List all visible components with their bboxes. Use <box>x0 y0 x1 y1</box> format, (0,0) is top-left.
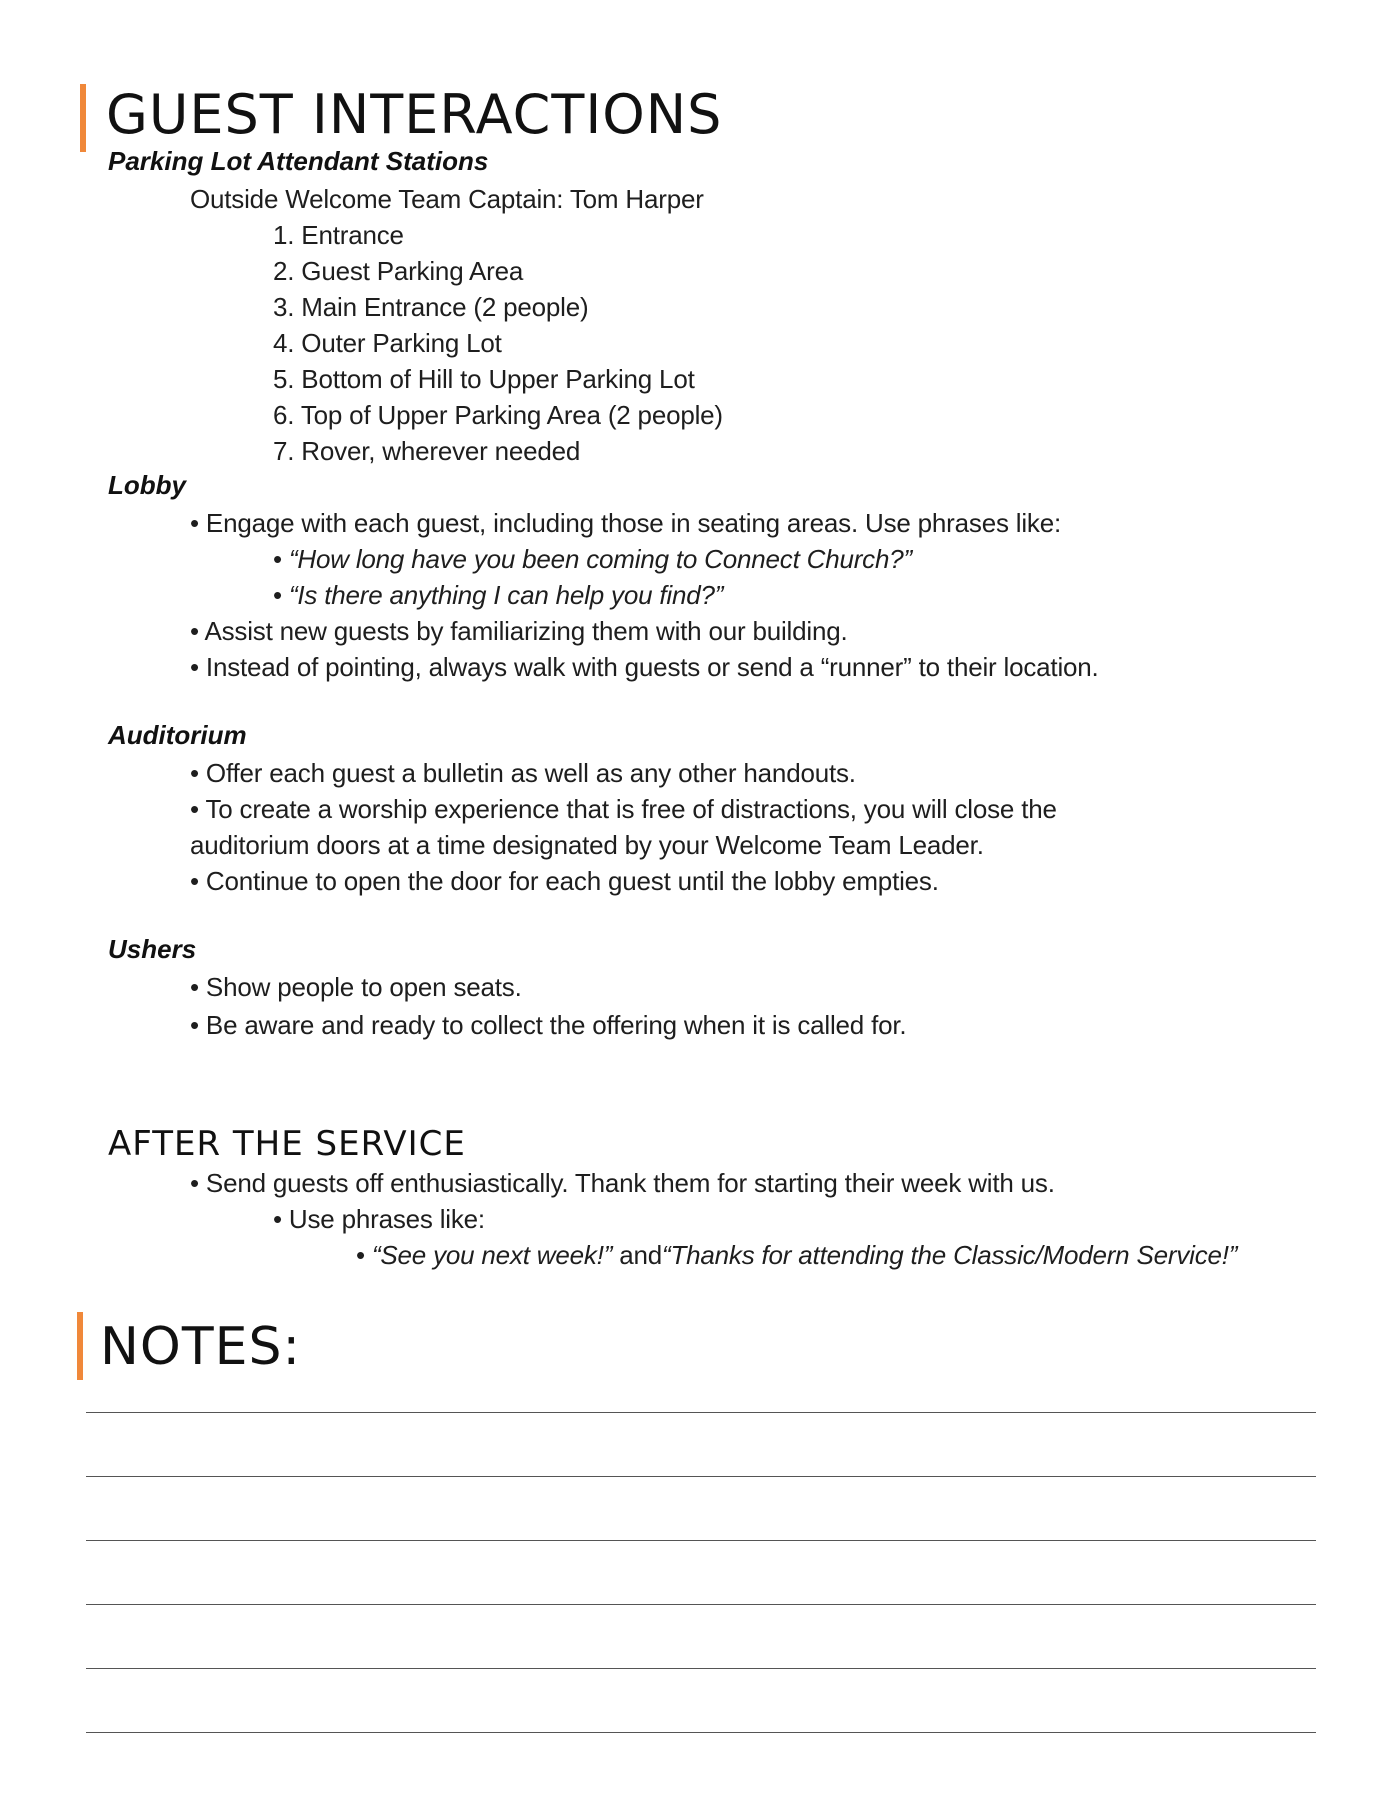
phrase-joiner: and <box>612 1240 662 1270</box>
lobby-phrase <box>273 542 912 576</box>
ushers-heading: Ushers <box>108 934 197 964</box>
auditorium-point-continued: auditorium doors at a time designated by your Welcome Team Leader. <box>190 830 984 860</box>
lobby-point: • Instead of pointing, always walk with guests or send a “runner” to their location. <box>190 652 1099 682</box>
phrase-text: “Thanks for attending the Classic/Modern Service!” <box>661 1240 1238 1270</box>
after-service-phrases <box>356 1238 1237 1272</box>
parking-station: 3. Main Entrance (2 people) <box>273 292 589 322</box>
after-service-point: • Send guests off enthusiastically. Thank them for starting their week with us. <box>190 1168 1055 1198</box>
title-accent-bar <box>80 84 86 152</box>
parking-station: 7. Rover, wherever needed <box>273 436 581 466</box>
parking-station: 4. Outer Parking Lot <box>273 328 502 358</box>
parking-station: 5. Bottom of Hill to Upper Parking Lot <box>273 364 695 394</box>
notes-accent-bar <box>77 1312 83 1380</box>
notes-line[interactable] <box>86 1412 1316 1413</box>
parking-station: 2. Guest Parking Area <box>273 256 524 286</box>
lobby-phrase <box>273 578 723 612</box>
parking-station: 6. Top of Upper Parking Area (2 people) <box>273 400 723 430</box>
parking-station: 1. Entrance <box>273 220 404 250</box>
lobby-point: • Assist new guests by familiarizing them with our building. <box>190 616 848 646</box>
ushers-point: • Show people to open seats. <box>190 972 522 1002</box>
auditorium-heading: Auditorium <box>108 720 247 750</box>
auditorium-point: • To create a worship experience that is free of distractions, you will close the <box>190 794 1057 824</box>
bullet: • <box>356 1240 372 1270</box>
notes-line[interactable] <box>86 1668 1316 1669</box>
notes-line[interactable] <box>86 1540 1316 1541</box>
notes-line[interactable] <box>86 1732 1316 1733</box>
phrase-text: “How long have you been coming to Connect Church?” <box>288 544 912 574</box>
bullet: • <box>273 544 289 574</box>
phrase-text: “Is there anything I can help you find?” <box>288 580 724 610</box>
parking-captain: Outside Welcome Team Captain: Tom Harper <box>190 184 704 214</box>
auditorium-point: • Offer each guest a bulletin as well as any other handouts. <box>190 758 856 788</box>
notes-line[interactable] <box>86 1476 1316 1477</box>
phrase-text: “See you next week!” <box>371 1240 613 1270</box>
parking-heading: Parking Lot Attendant Stations <box>108 146 489 176</box>
after-service-heading: AFTER THE SERVICE <box>108 1124 466 1164</box>
notes-line[interactable] <box>86 1604 1316 1605</box>
after-service-sub-point: • Use phrases like: <box>273 1204 485 1234</box>
bullet: • <box>273 580 289 610</box>
notes-heading: NOTES: <box>100 1317 301 1377</box>
ushers-point: • Be aware and ready to collect the offering when it is called for. <box>190 1010 907 1040</box>
lobby-heading: Lobby <box>108 470 186 500</box>
lobby-intro: • Engage with each guest, including those in seating areas. Use phrases like: <box>190 508 1062 538</box>
page-title: GUEST INTERACTIONS <box>106 83 723 146</box>
auditorium-point: • Continue to open the door for each guest until the lobby empties. <box>190 866 939 896</box>
